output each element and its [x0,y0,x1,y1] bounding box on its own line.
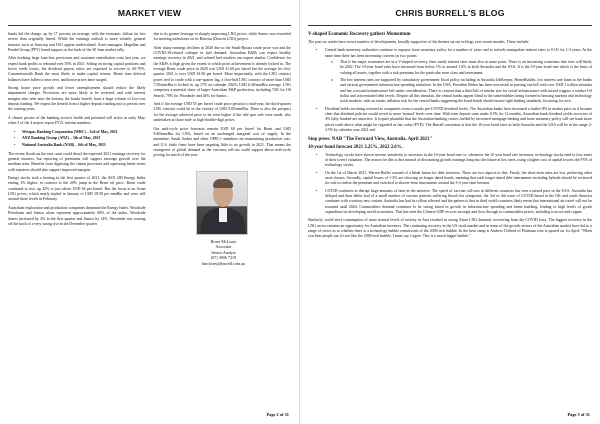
author-signature [176,239,272,267]
paragraph: Strong house price growth and lower unemployment should reduce the likely impairment charges. Provisions are more likely to be reversed, and with interest margins also seen near the bottom, the banks benefit from a large volume of low-cost deposit funding. We expect the benefit from a higher deposit funding mix to persist over the coming years. [8,86,146,112]
author-name: Bruce McLeary [210,238,237,244]
page-header-title: CHRIS BURRELL'S BLOG [395,7,505,18]
page-header [8,0,291,26]
author-email[interactable]: bmcleary@burrell.com.au [202,260,245,266]
column-2 [154,32,292,267]
bullet-list [316,153,592,216]
author-phone: (07) 3006 7219 [210,255,237,261]
page-number: Page 2 of 31 [266,412,289,417]
bullet-list [316,48,592,133]
section-heading: V-shaped Economic Recovery gathers Momentum [308,32,411,37]
paragraph: And if the average USD 55 per barrel crude price persists to mid-year, the third-quarter LNG contract could be in the vicinity of USD 9.00/mmBtu. There is also the prospect for the average achieved price to be even higher if the odd spot sale were made, also undertaken at those mid- to high-double-digit prices. [153,102,291,123]
list-item: • COVID continues to disrupt large amounts of time in the universe. The speed of vaccine roll-outs in different countries has seen a mixed pace in the USA. Australia has delayed and then fallen foul of a small number of vaccine patients suffering blood-clot symptoms; the 3rd or 4th wave of COVID based in the UK and south America continues with a serious new variant. Australia has had its rollout affected and the pattern is that in third world countries likely mean that international air travel will not be resumed until 2024. Commodities demand continues to be strong based in growth in infrastructure spending and home building, leading to high levels of goods expenditure in developing world economies. That has seen the Chinese GDP recover strongly and flow through to commodities prices, including iron ore and copper. [316,189,592,216]
author-role: Associate [215,244,232,250]
sub-list-item: o That if the major economies are in a V-shaped recovery, then surely interest rates must also at some point. There is an increasing consensus that rises will likely be 2022. The 10-year bond rates have increased from below 1% to around 1.6% in both Australia and the USA. It is the 10-year bond rate which is the basis of valuing all assets, together with a risk premium for the particular asset class and investment. [331,60,592,76]
author-photo [196,171,248,235]
paragraph: Similarly, world steel consumption of more normal levels of activity in Asia resulted in strong Asian LNG demand, recovering from the COVID lows. The biggest recovery in the LNG sector remains an opportunity for Australian investors. The continuing recovery in the US stock market and in some of the growth sectors of the Australian market have led to a range of views as to whether there is a technology bubble reminiscent of the 2000 tech bubble. In the bear camp is Andrew Clifford of Platinum who is quoted on 1st April: "When you hear people say it's not like the 2000 tech bubble, I must say, I agree. This is a much bigger bubble." [308,218,592,239]
list-item: • National Australia Bank (NAB) – 6th of May, 2021 [14,143,146,148]
column-1 [8,32,146,267]
section-heading: Stop press: NAB "The Forward View, Australia. April 2021" [308,136,433,142]
list-item: • ANZ Banking Group (ANZ) – 5th of May, 2021 [14,136,146,141]
paragraph: banks led the charge, up by 17 percent on average, with the economic fallout far less severe than originally feared. While the earnings outlook is more volatile, general insurers such as Suncorp and IAG appear undervalued. Asset managers Magellan and Pendal Group (PPT) found support on the back of the 30 June market rally. [8,32,146,53]
page-number: Page 3 of 31 [567,412,590,417]
reporting-dates-list [14,130,146,149]
list-item: • Westpac Banking Corporation (WBC) – 3rd of May, 2021 [14,130,146,135]
paragraph: The recent floods on the east coast could derail the expected 2021 earnings recovery for general insurers, but repricing of premiums will support earnings growth over the medium term. Benefits from digitising the claims processes and squeezing better terms with repairers should also support improved margins. [8,151,146,172]
blog-body [308,32,592,240]
paragraph: After booking large loan-loss provisions and customer remediation costs last year, we expect bank profits to rebound over 50% in 2021. Sitting on strong capital positions and lower credit losses, the dividend payout ratios are expected to recover to 60-70%. Commonwealth Bank the most likely to make capital returns. Home loan deferral balances have fallen to near zero, and house prices have surged. [8,56,146,82]
paragraph: Australian exploration and production companies dominate the Energy Index. Woodside Petroleum and Santos alone represent approximately 68% of the index. Woodside shares increased by 4% in the first quarter and Santos by 14%. Woodside was coming off the back of a very strong rise in the December quarter [8,205,146,226]
two-column-body [8,32,291,267]
list-item: • On the 1st of March 2021, Warren Buffet warned of a bleak future for debt investors. There are two aspects to this. Firstly, the short-term rates are low, preferring other asset classes. Secondly, capital losses of 1-3% are showing on longer dated bonds, meaning that such longer dated debt instruments including hybrids should be reviewed for sale to realise the premium and switched to shorter-term instruments around the 3-4 year time horizon. [316,171,592,187]
list-item: • Dividend yields are being restored as companies revert towards pre-COVID dividend levels. The Australian banks have increased a further 8% in market price as it became clear that dividend policies would revert to more 'normal' levels over time. With term deposit rates under 0.5% for 12 months, Australian bank dividend yields in excess of 4% fully franked are attractive. It is quite plausible that the Australian banking carries fuelled by increased mortgage lending and loose monetary policy will see bank share prices trade above what might be regarded as fair value (FVE). The Burrell consensus is that the 10-year bond rates in both Australia and the USA will be in the range 2-2.5% by calendar year 2021 end. [316,107,592,134]
page-header-title: MARKET VIEW [117,7,182,18]
section-subheading: 10-year bond forecast 2021 2.25%, 2022 2.6%. [308,144,403,150]
paragraph: A clearer picture of the banking sector's health and potential will arrive in early May, when 3 of the 4 majors report FY21 interim numbers. [8,115,146,126]
paragraph: After sharp earnings declines in 2020 due to the Saudi-Russia crude price war and the COVID-19-related collapse in fuel demand, Australian E&Ps can expect healthy earnings recovery in 2021, and refined fuel retailers can expect similar. Confidence for the E&Ps is high given the extent to which price achievement is already locked in. The average Brent crude price in 2020 was USD 41.60 per barrel but the average for first-quarter 2021 is over USD 61.00 per barrel. More importantly, with the LNG contract prices tied to crude with a one-quarter lag, a first-half LNG contract of more than USD 7.50/mmBtu is locked in, up 17% on calendar 2020's USD 6.40/mmBtu average. LNG comprises a material share of larger Australian E&P production, including 74% for Oil Search, 78% for Woodside and 44% for Santos. [153,45,291,98]
paragraph: Energy stocks took a beating in the first quarter of 2021, the ASX 200 Energy Index ending 3% higher, in contrast to the 20% jump in the Brent oil price. Brent crude continued to rise, up 22% to just above USD 64 per barrel. But the focus is on Asian LNG prices, which nearly tripled in January to USD 18.58 per mmBtu and were still around those levels in February. [8,176,146,202]
author-title: Senior Analyst [211,249,236,255]
list-item: • Technology stocks have shown inverse sensitivity to increases in the 10-year bond rate i.e. whenever the 10 year bond rate increases, technology stocks tend to lose some of their (over) valuation. The reason for this is that instead of discounting growth earnings long into the future at low rates, using a higher cost of capital lowers the FVE of technology stocks. [316,153,592,169]
sub-list-item: o The low interest rates are supported by stimulatory government fiscal policy including in Australia JobKeeper, HomeBuilder, low interest rate loans to the banks and various government infrastructure spending initiatives. In the USA, President Biden has been successful in passing one bill with over USD 1 trillion stimulus and has a second infrastructure bill under consideration. There is concern that a third bill of similar size for social infrastructure with mixed triggers a weaker US dollar and concentrated debt levels. Despite all this stimulus, the central banks appear blind to the same bubbles being formed in housing markets and technology stock markets, with an erratic inflation risk for the central banks suggesting the bond bonds should ensure tight lending standards, focussing for now. [331,78,592,105]
paragraph: due to its greater leverage to sharply improving LNG prices, while Santos was rewarded for meeting milestones on its Barossa (Darwin LNG) project. [153,32,291,42]
page-header [308,0,592,26]
list-item: • Central bank monetary authorities continue to espouse loose monetary policy for a number of years and to actively manipulate interest rates to 0.1% for 1-3 years. At the same time there has been increasing concern on two points: o That if the major economies are in a V-shaped recovery, then surely interest rates must also at some point. There is an increasing consensus that rises will likely be 2022. The 10-year bond rates have increased from below 1% to around 1.6% in both Australia and the USA. It is the 10-year bond rate which is the basis of valuing all assets, together with a risk premium for the particular asset class and investment. o The low interest rates are supported by stimulatory government fiscal policy including in Australia JobKeeper, HomeBuilder, low interest rate loans to the banks and various government infrastructure spending initiatives. In the USA, President Biden has been successful in passing one bill with over USD 1 trillion stimulus and has a second infrastructure bill under consideration. There is concern that a third bill of similar size for social infrastructure with mixed triggers a weaker US dollar and concentrated debt levels. Despite all this stimulus, the central banks appear blind to the same bubbles being formed in housing markets and technology stock markets, with an erratic inflation risk for the central banks suggesting the bond bonds should ensure tight lending standards, focussing for now. [316,48,592,104]
sub-list [331,60,592,105]
paragraph: Our mid-cycle price forecasts remain USD 60 per barrel for Brent and USD 8.40/mmBtu for LNG, based on an unchanged marginal cost of supply. In the meantime, Saudi Arabia and other OPEC+ members are maintaining production cuts, and U.S. shale firms have been targeting little to no growth in 2021. That means the resurgence of global demand as the vaccines roll-out could support above mid-cycle pricing for much of the year. [153,126,291,158]
right-page [300,0,600,424]
paragraph: The past six weeks have seen a number of developments, broadly supportive of the themes set out in blogs over recent months. These include: [308,40,530,44]
